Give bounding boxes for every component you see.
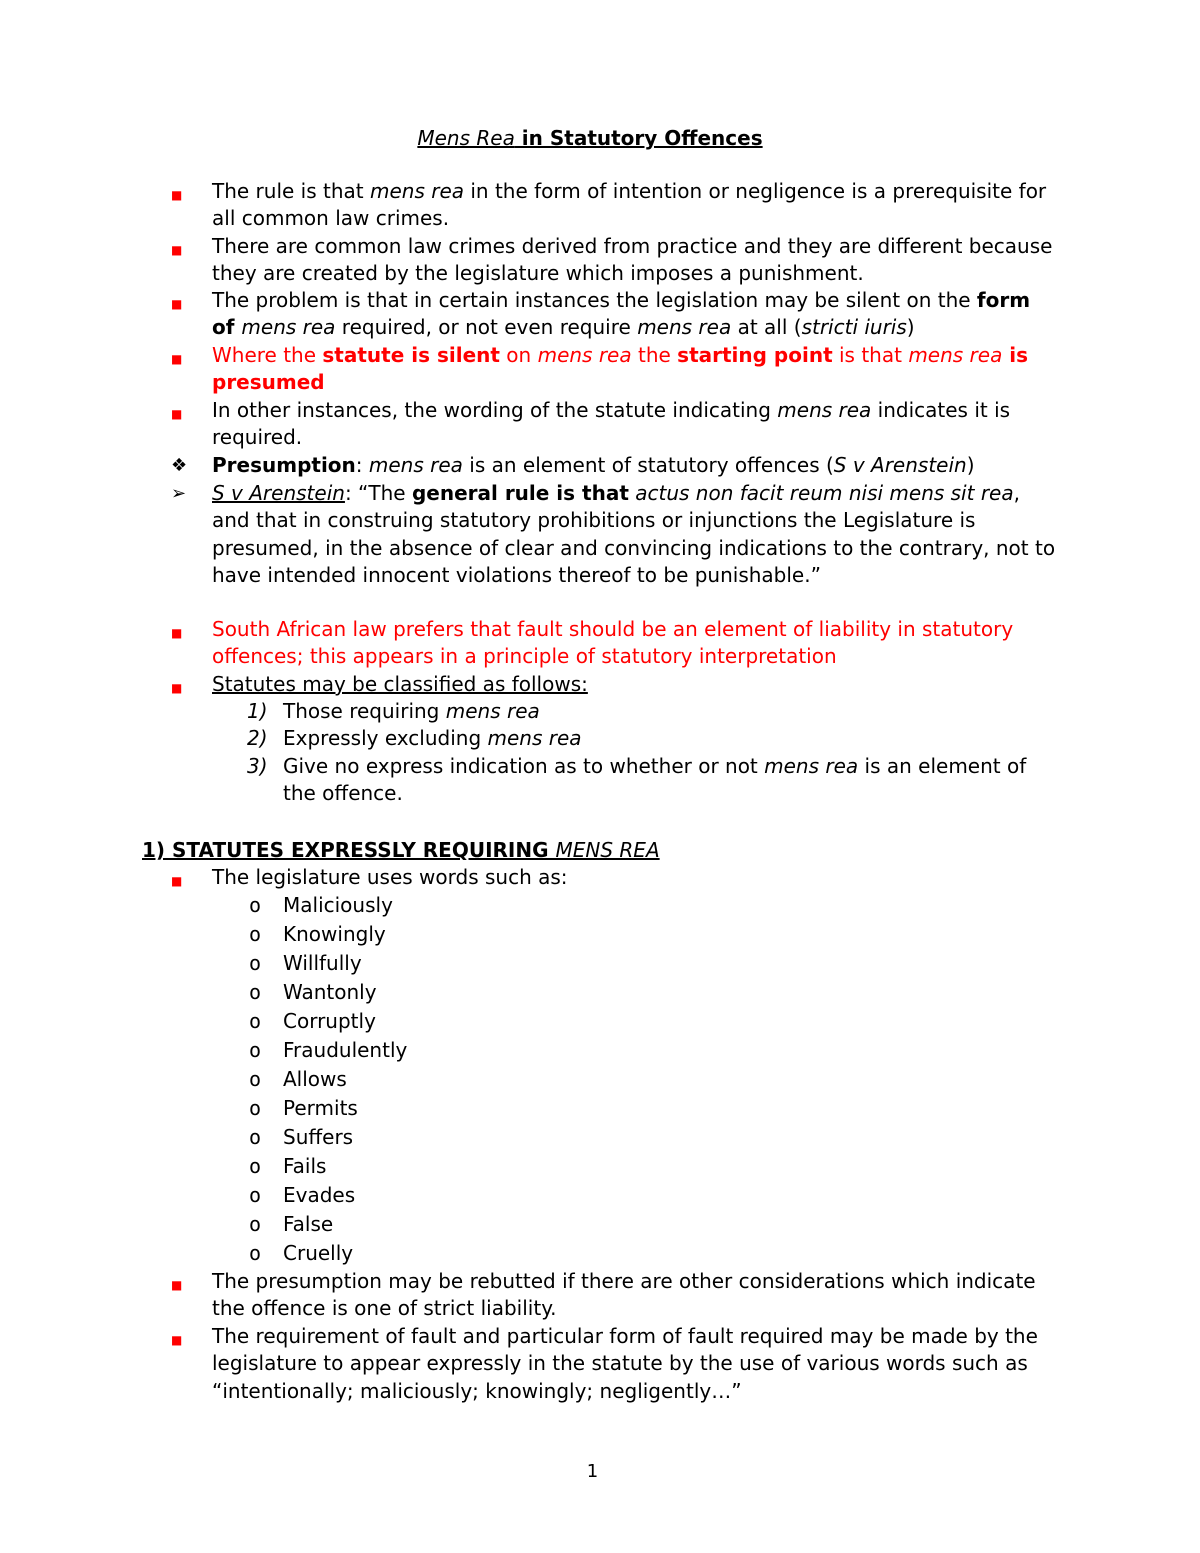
circle-bullet-icon: o (249, 1183, 262, 1207)
circle-bullet-icon: o (249, 1009, 262, 1033)
square-bullet-icon: ■ (171, 243, 183, 257)
word-item: Wantonly (283, 980, 377, 1004)
square-bullet-icon: ■ (171, 352, 183, 366)
word-item: Evades (283, 1183, 356, 1207)
list-item: Those requiring mens rea (283, 699, 540, 723)
word-item: Allows (283, 1067, 347, 1091)
square-bullet-icon: ■ (171, 1278, 183, 1292)
word-item: Maliciously (283, 893, 393, 917)
arrow-bullet-icon: ➢ (171, 483, 187, 504)
bullet-other-instances: In other instances, the wording of the statute indicating mens rea indicates it is required. (212, 398, 1011, 450)
square-bullet-icon: ■ (171, 188, 183, 202)
word-item: Willfully (283, 951, 362, 975)
square-bullet-icon: ■ (171, 407, 183, 421)
bullet-classification: Statutes may be classified as follows: (212, 672, 588, 696)
circle-bullet-icon: o (249, 1125, 262, 1149)
square-bullet-icon: ■ (171, 874, 183, 888)
word-item: Corruptly (283, 1009, 376, 1033)
bullet-presumption: Presumption: mens rea is an element of statutory offences (S v Arenstein) (212, 453, 975, 477)
word-item: Knowingly (283, 922, 386, 946)
bullet-common-law-crimes: There are common law crimes derived from practice and they are different because they are created by the legislature which imposes a punishment. (212, 234, 1053, 286)
word-item: Cruelly (283, 1241, 354, 1265)
bullet-legislature-words: The legislature uses words such as: (212, 865, 568, 889)
circle-bullet-icon: o (249, 980, 262, 1004)
list-item: Expressly excluding mens rea (283, 726, 582, 750)
square-bullet-icon: ■ (171, 1333, 183, 1347)
bullet-presumption-rebutted: The presumption may be rebutted if there are other considerations which indicate the offence is one of strict liability. (212, 1269, 1036, 1321)
circle-bullet-icon: o (249, 893, 262, 917)
circle-bullet-icon: o (249, 1038, 262, 1062)
circle-bullet-icon: o (249, 922, 262, 946)
list-number: 3) (247, 754, 268, 778)
word-item: Fails (283, 1154, 327, 1178)
list-item: Give no express indication as to whether or not mens rea is an element of the offence. (283, 754, 1027, 806)
circle-bullet-icon: o (249, 1212, 262, 1236)
bullet-mens-rea-rule: The rule is that mens rea in the form of intention or negligence is a prerequisite for all common law crimes. (212, 179, 1047, 231)
bullet-south-african-law: South African law prefers that fault should be an element of liability in statutory offences; this appears in a principle of statutory interpretation (212, 617, 1014, 669)
page-number: 1 (586, 1461, 599, 1482)
square-bullet-icon: ■ (171, 626, 183, 640)
word-item: Permits (283, 1096, 358, 1120)
word-item: False (283, 1212, 334, 1236)
bullet-legislation-silent: The problem is that in certain instances the legislation may be silent on the form of mens rea required, or not even require mens rea at all (stricti iuris) (212, 288, 1031, 340)
circle-bullet-icon: o (249, 951, 262, 975)
circle-bullet-icon: o (249, 1241, 262, 1265)
bullet-fault-requirement: The requirement of fault and particular form of fault required may be made by the legislature to appear expressly in the statute by the use of various words such as “intentionally; maliciously; knowingly; negligently…” (212, 1324, 1038, 1403)
word-item: Suffers (283, 1125, 354, 1149)
list-number: 1) (247, 699, 268, 723)
bullet-starting-point: Where the statute is silent on mens rea the starting point is that mens rea is presumed (212, 343, 1029, 395)
page-title: Mens Rea in Statutory Offences (417, 126, 763, 150)
circle-bullet-icon: o (249, 1154, 262, 1178)
bullet-arenstein-quote: S v Arenstein: “The general rule is that actus non facit reum nisi mens sit rea, and that in construing statutory prohibitions or injunctions the Legislature is presumed, in the absence of clear and convincing indications to the contrary, not to have intended innocent violations thereof to be punishable.” (212, 481, 1056, 588)
list-number: 2) (247, 726, 268, 750)
section-heading: 1) STATUTES EXPRESSLY REQUIRING MENS REA (142, 838, 660, 862)
square-bullet-icon: ■ (171, 681, 183, 695)
square-bullet-icon: ■ (171, 297, 183, 311)
circle-bullet-icon: o (249, 1096, 262, 1120)
diamond-bullet-icon: ❖ (171, 455, 188, 476)
word-item: Fraudulently (283, 1038, 408, 1062)
circle-bullet-icon: o (249, 1067, 262, 1091)
